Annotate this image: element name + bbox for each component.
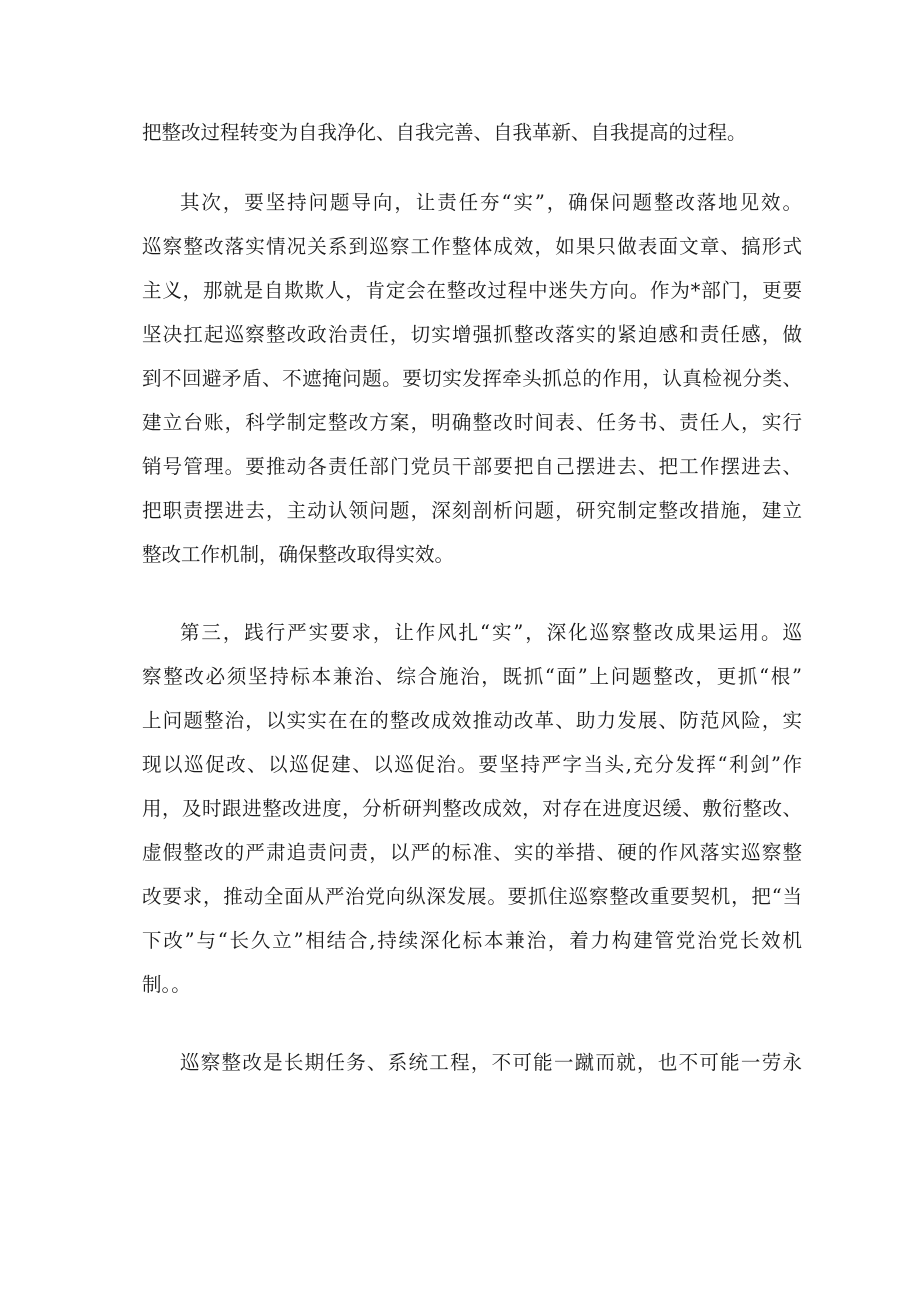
text-line: 整改工作机制，确保整改取得实效。 (142, 543, 455, 566)
text-line: 制。。 (142, 973, 191, 996)
text-line: 销号管理。要推动各责任部门党员干部要把自己摆进去、把工作摆进去、 (142, 455, 802, 478)
text-line: 下改”与“长久立”相结合,持续深化标本兼治，着力构建管党治党长效机 (142, 929, 802, 952)
text-line: 把整改过程转变为自我净化、自我完善、自我革新、自我提高的过程。 (142, 121, 747, 144)
text-line: 用，及时跟进整改进度，分析研判整改成效，对存在进度迟缓、敷衍整改、 (142, 797, 802, 820)
text-line: 第三，践行严实要求，让作风扎“实”，深化巡察整改成果运用。巡 (180, 621, 802, 644)
text-line: 坚决扛起巡察整改政治责任，切实增强抓整改落实的紧迫感和责任感，做 (142, 323, 802, 346)
text-line: 察整改必须坚持标本兼治、综合施治，既抓“面”上问题整改，更抓“根” (142, 665, 802, 688)
text-line: 主义，那就是自欺欺人，肯定会在整改过程中迷失方向。作为*部门，更要 (142, 279, 802, 302)
text-line: 到不回避矛盾、不遮掩问题。要切实发挥牵头抓总的作用，认真检视分类、 (142, 367, 802, 390)
text-line: 上问题整治，以实实在在的整改成效推动改革、助力发展、防范风险，实 (142, 709, 802, 732)
text-line: 虚假整改的严肃追责问责，以严的标准、实的举措、硬的作风落实巡察整 (142, 841, 802, 864)
text-line: 巡察整改落实情况关系到巡察工作整体成效，如果只做表面文章、搞形式 (142, 235, 802, 258)
text-line: 建立台账，科学制定整改方案，明确整改时间表、任务书、责任人，实行 (142, 411, 802, 434)
text-line: 改要求，推动全面从严治党向纵深发展。要抓住巡察整改重要契机，把“当 (142, 885, 802, 908)
text-line: 把职责摆进去，主动认领问题，深刻剖析问题，研究制定整改措施，建立 (142, 499, 802, 522)
text-line: 巡察整改是长期任务、系统工程，不可能一蹴而就，也不可能一劳永 (180, 1051, 802, 1074)
text-line: 其次，要坚持问题导向，让责任夯“实”，确保问题整改落地见效。 (180, 191, 802, 214)
text-line: 现以巡促改、以巡促建、以巡促治。要坚持严字当头,充分发挥“利剑”作 (142, 753, 802, 776)
